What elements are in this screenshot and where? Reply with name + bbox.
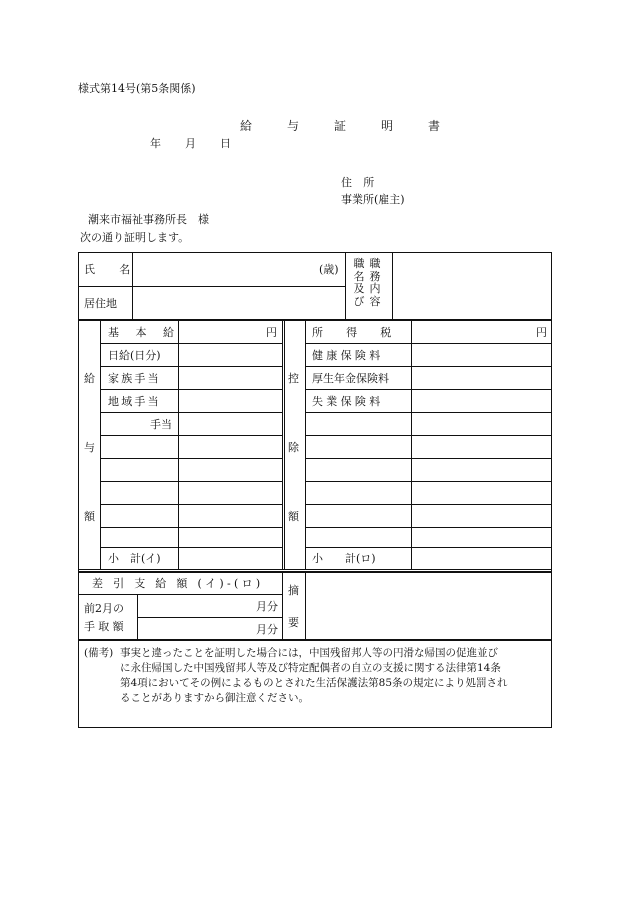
deduction-row-income-tax: 所 得 税	[312, 326, 398, 339]
notes-line-3: 第4項においてその例によるものとされた生活保護法第85条の規定により処罰され	[120, 677, 508, 689]
notes-line-1: 事実と違ったことを証明した場合には，中国残留邦人等の円滑な帰国の促進並び	[120, 647, 498, 659]
pay-row-regional: 地域手当	[108, 395, 161, 408]
prev-months-label-2: 手取額	[84, 620, 127, 633]
pay-side-label-2: 与	[84, 441, 95, 454]
page-title: 給 与 証 明 書	[240, 119, 456, 133]
pay-row-family: 家族手当	[108, 372, 161, 385]
pay-side-label-3: 額	[84, 510, 95, 523]
remarks-label-2: 要	[288, 616, 299, 629]
deduction-subtotal-label: 小 計(ロ)	[312, 552, 376, 565]
form-number: 様式第14号(第5条関係)	[78, 82, 196, 95]
pay-row-other-allowance: 手当	[150, 418, 172, 431]
notes-line-4: ることがありますから御注意ください。	[120, 692, 309, 704]
name-label: 氏 名	[84, 263, 137, 276]
prev-months-label-1: 前2月の	[84, 602, 124, 615]
deduction-row-pension: 厚生年金保険料	[312, 372, 389, 385]
intro-text: 次の通り証明します。	[80, 231, 190, 244]
month-unit-1: 月分	[256, 600, 278, 613]
pay-side-label-1: 給	[84, 372, 95, 385]
deduction-side-label-3: 額	[288, 510, 299, 523]
addressee: 潮来市福祉事務所長 様	[88, 213, 209, 226]
job-label-line2: 職務内容	[369, 257, 381, 308]
issuer-address-label: 住 所	[341, 176, 379, 189]
pay-row-basic: 基 本 給	[108, 326, 177, 339]
age-unit: (歳)	[319, 263, 339, 276]
remarks-label-1: 摘	[288, 584, 299, 597]
date-month: 月	[185, 137, 196, 150]
pay-yen-unit: 円	[266, 326, 277, 339]
deduction-yen-unit: 円	[536, 326, 547, 339]
pay-row-daily: 日給(日分)	[108, 349, 161, 362]
date-year: 年	[150, 137, 161, 150]
pay-subtotal-label: 小 計(イ)	[108, 552, 161, 565]
deduction-row-unemployment: 失業保険料	[312, 395, 384, 408]
notes-label: (備考)	[84, 647, 114, 659]
notes-line-2: に永住帰国した中国残留邦人等及び特定配偶者の自立の支援に関する法律第14条	[120, 662, 501, 674]
job-label-line1: 職名及び	[353, 257, 365, 308]
deduction-side-label-1: 控	[288, 372, 299, 385]
deduction-row-health: 健康保険料	[312, 349, 384, 362]
date-day: 日	[220, 137, 231, 150]
issuer-office-label: 事業所(雇主)	[341, 193, 405, 206]
net-pay-label: 差 引 支 給 額 (イ)-(ロ)	[92, 577, 264, 590]
deduction-side-label-2: 除	[288, 441, 299, 454]
residence-label: 居住地	[84, 297, 117, 310]
notes-text	[120, 646, 540, 706]
month-unit-2: 月分	[256, 623, 278, 636]
